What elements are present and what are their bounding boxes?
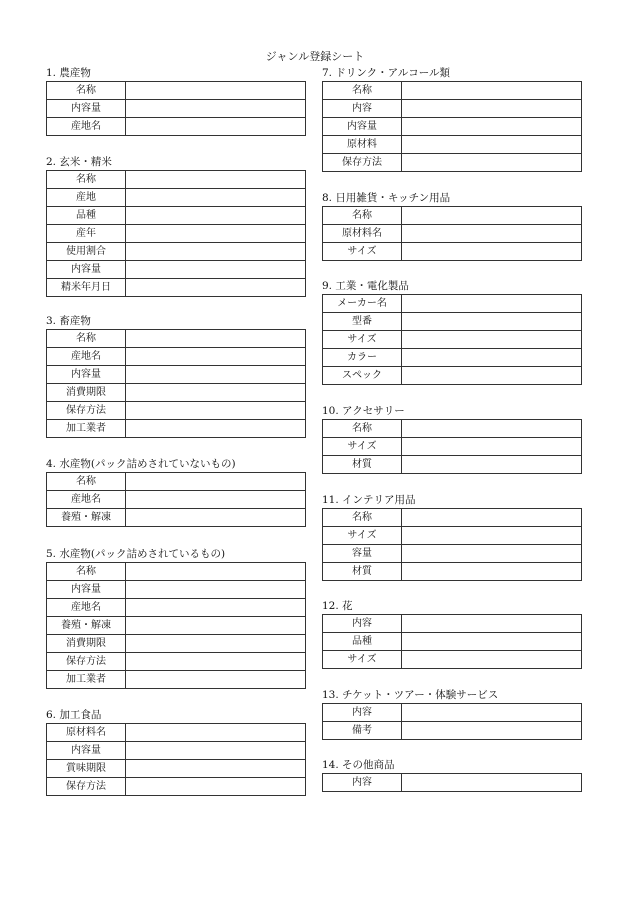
table-row [323,774,582,792]
table-row [47,617,306,635]
field-value-cell[interactable] [402,367,582,385]
table-row [47,778,306,796]
field-label: サイズ [323,527,402,545]
field-table [46,329,306,438]
field-value-cell[interactable] [126,261,306,279]
table-row [47,207,306,225]
table-row [323,82,582,100]
page-title: ジャンル登録シート [265,50,365,63]
field-label: 消費期限 [47,384,126,402]
table-row [323,704,582,722]
field-table [46,723,306,796]
field-label: 内容 [323,704,402,722]
table-row [47,366,306,384]
form-section [46,155,306,297]
table-row [323,545,582,563]
field-label: 使用割合 [47,243,126,261]
table-row [323,136,582,154]
field-table [322,81,582,172]
field-value-cell[interactable] [126,671,306,689]
form-section [46,708,306,796]
table-row [47,100,306,118]
field-label: 保存方法 [323,154,402,172]
field-label: カラー [323,349,402,367]
field-value-cell[interactable] [402,438,582,456]
field-label: サイズ [323,331,402,349]
field-table [322,773,582,792]
field-label: 保存方法 [47,402,126,420]
field-table [46,472,306,527]
form-section [46,457,306,527]
field-label: 名称 [47,171,126,189]
table-row [323,295,582,313]
table-row [323,100,582,118]
table-row [47,384,306,402]
field-label: 産地名 [47,491,126,509]
table-row [323,456,582,474]
field-label: 容量 [323,545,402,563]
field-value-cell[interactable] [402,349,582,367]
field-value-cell[interactable] [402,563,582,581]
field-value-cell[interactable] [126,724,306,742]
field-label: 産地名 [47,118,126,136]
section-title: 14. その他商品 [322,759,395,771]
section-title: 3. 畜産物 [46,315,91,327]
field-value-cell[interactable] [402,154,582,172]
field-label: 加工業者 [47,671,126,689]
table-row [47,348,306,366]
field-table [322,508,582,581]
right-column [322,66,582,792]
field-value-cell[interactable] [126,599,306,617]
field-value-cell[interactable] [402,527,582,545]
field-label: サイズ [323,438,402,456]
field-label: 材質 [323,456,402,474]
field-table [322,614,582,669]
field-label: 内容量 [47,581,126,599]
field-value-cell[interactable] [402,243,582,261]
field-value-cell[interactable] [126,420,306,438]
field-label: 内容量 [47,100,126,118]
field-value-cell[interactable] [402,207,582,225]
table-row [323,313,582,331]
field-value-cell[interactable] [402,456,582,474]
field-label: メーカー名 [323,295,402,313]
table-row [323,563,582,581]
table-row [47,509,306,527]
table-row [323,509,582,527]
field-value-cell[interactable] [126,563,306,581]
field-value-cell[interactable] [126,778,306,796]
field-label: 材質 [323,563,402,581]
table-row [47,473,306,491]
table-row [47,599,306,617]
field-value-cell[interactable] [126,366,306,384]
field-label: 名称 [47,563,126,581]
field-label: サイズ [323,651,402,669]
field-label: 養殖・解凍 [47,617,126,635]
field-label: 内容量 [47,261,126,279]
field-label: 内容量 [47,366,126,384]
form-section [322,493,582,581]
field-value-cell[interactable] [402,313,582,331]
section-title: 11. インテリア用品 [322,494,416,506]
field-label: 養殖・解凍 [47,509,126,527]
field-label: 名称 [323,82,402,100]
field-value-cell[interactable] [126,330,306,348]
table-row [47,261,306,279]
section-title: 9. 工業・電化製品 [322,280,409,292]
field-value-cell[interactable] [126,581,306,599]
field-table [322,703,582,740]
field-value-cell[interactable] [126,82,306,100]
field-label: 内容 [323,615,402,633]
field-value-cell[interactable] [126,742,306,760]
form-section [322,66,582,172]
field-label: 名称 [323,509,402,527]
field-label: サイズ [323,243,402,261]
field-value-cell[interactable] [126,100,306,118]
table-row [323,420,582,438]
section-title: 8. 日用雑貨・キッチン用品 [322,192,451,204]
field-label: 内容量 [323,118,402,136]
table-row [47,420,306,438]
field-value-cell[interactable] [126,279,306,297]
table-row [47,330,306,348]
field-label: 名称 [323,207,402,225]
form-section [322,279,582,385]
table-row [323,651,582,669]
field-label: 品種 [47,207,126,225]
field-table [46,81,306,136]
table-row [47,760,306,778]
field-value-cell[interactable] [126,760,306,778]
field-label: 名称 [47,330,126,348]
field-value-cell[interactable] [126,617,306,635]
form-section [46,66,306,136]
field-label: 名称 [47,82,126,100]
table-row [47,118,306,136]
field-value-cell[interactable] [126,509,306,527]
table-row [47,402,306,420]
field-value-cell[interactable] [126,189,306,207]
table-row [323,243,582,261]
table-row [47,724,306,742]
field-table [322,419,582,474]
table-row [47,635,306,653]
table-row [323,118,582,136]
table-row [47,82,306,100]
field-label: 内容 [323,774,402,792]
field-label: 名称 [47,473,126,491]
field-value-cell[interactable] [126,635,306,653]
field-value-cell[interactable] [126,384,306,402]
field-table [46,170,306,297]
section-title: 6. 加工食品 [46,709,102,721]
field-value-cell[interactable] [402,722,582,740]
table-row [47,491,306,509]
field-label: 内容 [323,100,402,118]
section-title: 7. ドリンク・アルコール類 [322,67,451,79]
table-row [323,331,582,349]
field-value-cell[interactable] [126,491,306,509]
field-value-cell[interactable] [402,136,582,154]
field-label: 精米年月日 [47,279,126,297]
table-row [323,438,582,456]
form-section [46,314,306,438]
field-value-cell[interactable] [402,118,582,136]
field-label: 産地名 [47,599,126,617]
field-value-cell[interactable] [402,545,582,563]
field-value-cell[interactable] [402,774,582,792]
section-title: 2. 玄米・精米 [46,156,112,168]
field-value-cell[interactable] [402,509,582,527]
field-label: 産年 [47,225,126,243]
table-row [47,225,306,243]
field-value-cell[interactable] [126,207,306,225]
section-title: 13. チケット・ツアー・体験サービス [322,689,499,701]
field-value-cell[interactable] [126,243,306,261]
field-label: 加工業者 [47,420,126,438]
field-label: 原材料名 [323,225,402,243]
field-label: 賞味期限 [47,760,126,778]
field-value-cell[interactable] [126,653,306,671]
table-row [323,349,582,367]
table-row [47,189,306,207]
field-label: 原材料名 [47,724,126,742]
field-label: スペック [323,367,402,385]
form-section [322,404,582,474]
field-value-cell[interactable] [126,225,306,243]
section-title: 5. 水産物(パック詰めされているもの) [46,548,226,560]
table-row [323,527,582,545]
field-label: 品種 [323,633,402,651]
form-section [322,688,582,740]
left-column [46,66,306,796]
table-row [47,171,306,189]
table-row [47,581,306,599]
field-value-cell[interactable] [402,295,582,313]
field-value-cell[interactable] [402,704,582,722]
table-row [323,154,582,172]
field-value-cell[interactable] [402,225,582,243]
field-value-cell[interactable] [126,402,306,420]
table-row [323,615,582,633]
field-label: 名称 [323,420,402,438]
table-row [47,671,306,689]
field-value-cell[interactable] [402,651,582,669]
table-row [323,722,582,740]
table-row [323,633,582,651]
table-row [47,243,306,261]
table-row [47,653,306,671]
field-value-cell[interactable] [402,100,582,118]
field-label: 消費期限 [47,635,126,653]
section-title: 1. 農産物 [46,67,91,79]
field-label: 原材料 [323,136,402,154]
form-section [322,191,582,261]
section-title: 10. アクセサリー [322,405,405,417]
table-row [323,225,582,243]
table-row [47,563,306,581]
field-table [322,294,582,385]
table-row [323,207,582,225]
field-value-cell[interactable] [402,331,582,349]
field-value-cell[interactable] [402,82,582,100]
field-value-cell[interactable] [126,348,306,366]
field-value-cell[interactable] [126,118,306,136]
form-section [322,758,582,792]
field-label: 産地 [47,189,126,207]
table-row [323,367,582,385]
field-table [46,562,306,689]
table-row [47,279,306,297]
table-row [47,742,306,760]
field-label: 保存方法 [47,778,126,796]
field-label: 備考 [323,722,402,740]
field-label: 産地名 [47,348,126,366]
field-value-cell[interactable] [402,615,582,633]
form-section [46,547,306,689]
field-value-cell[interactable] [402,420,582,438]
field-table [322,206,582,261]
field-value-cell[interactable] [126,473,306,491]
field-label: 保存方法 [47,653,126,671]
field-label: 内容量 [47,742,126,760]
field-value-cell[interactable] [402,633,582,651]
field-value-cell[interactable] [126,171,306,189]
section-title: 4. 水産物(パック詰めされていないもの) [46,458,236,470]
field-label: 型番 [323,313,402,331]
form-section [322,599,582,669]
section-title: 12. 花 [322,600,353,612]
